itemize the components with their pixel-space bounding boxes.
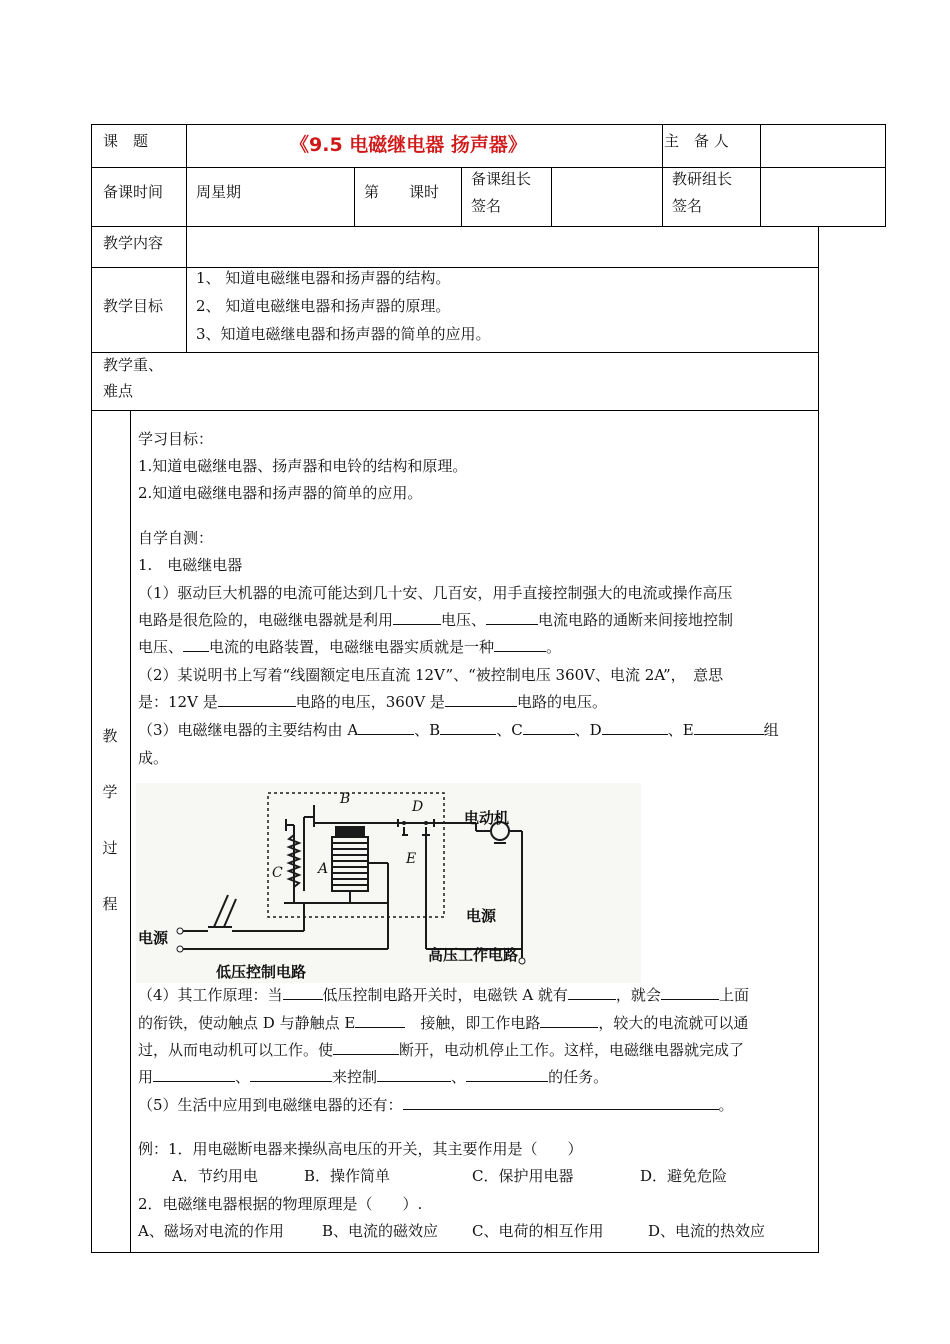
example-question: 例：1．用电磁断电器来操纵高电压的开关，其主要作用是（ ） [138, 1140, 583, 1158]
label-c: C [272, 865, 283, 881]
key-points-label-line1: 教学重、 [103, 356, 164, 374]
subject-label: 课 题 [103, 132, 149, 150]
example-question: 2．电磁继电器根据的物理原理是（ ）. [138, 1195, 423, 1213]
goal-item: 1、 知道电磁继电器和扬声器的结构。 [196, 269, 451, 287]
goals-label: 教学目标 [103, 297, 164, 315]
option: D．避免危险 [640, 1167, 728, 1185]
low-voltage-circuit-label: 低压控制电路 [216, 963, 307, 981]
option: B．操作简单 [304, 1167, 391, 1185]
question-line: 的衔铁，使动触点 D 与静触点 E 接触，即工作电路 ，较大的电流就可以通 [138, 1014, 749, 1032]
preparer-label: 主 备 人 [664, 132, 729, 150]
label-b: B [340, 791, 351, 807]
question-line: （4）其工作原理：当 低压控制电路开关时，电磁铁 A 就有 ，就会 上面 [138, 986, 749, 1004]
process-label [100, 726, 120, 950]
option: D、电流的热效应 [648, 1222, 766, 1240]
content-label: 教学内容 [103, 234, 164, 252]
question-line: （2）某说明书上写着“线圈额定电压直流 12V”、“被控制电压 360V、电流 2A”， 意思 [138, 666, 724, 684]
motor-label: 电动机 [464, 809, 510, 827]
self-test-title: 自学自测： [138, 529, 214, 547]
goal-item: 3、知道电磁继电器和扬声器的简单的应用。 [196, 325, 491, 343]
relay-circuit-diagram [136, 783, 641, 983]
prep-time-label: 备课时间 [103, 183, 164, 201]
option: A、磁场对电流的作用 [138, 1222, 284, 1240]
option: B、电流的磁效应 [322, 1222, 439, 1240]
period-label: 第 课时 [364, 183, 440, 201]
option: C、电荷的相互作用 [472, 1222, 604, 1240]
group-leader-sign-line2: 签名 [471, 197, 502, 215]
power-label-left: 电源 [138, 929, 169, 947]
label-a: A [318, 861, 329, 877]
question-line: （3）电磁继电器的主要结构由 A 、B 、C 、D 、E 组 [138, 721, 779, 739]
process-char: 过 [102, 839, 118, 857]
week-label: 周星期 [196, 183, 242, 201]
process-char: 学 [102, 783, 118, 801]
label-e: E [406, 851, 417, 867]
question-line: 成。 [138, 749, 169, 767]
option: A．节约用电 [172, 1167, 258, 1185]
option: C．保护用电器 [472, 1167, 574, 1185]
question-line: 是：12V 是 电路的电压，360V 是 电路的电压。 [138, 693, 607, 711]
question-line: 电压、 电流的电路装置，电磁继电器实质就是一种 。 [138, 638, 562, 656]
power-label-right: 电源 [466, 907, 497, 925]
question-line: （1）驱动巨大机器的电流可能达到几十安、几百安，用手直接控制强大的电流或操作高压 [138, 584, 733, 602]
section-title: 1. 电磁继电器 [138, 556, 243, 574]
question-line: 用 、 来控制 、 的任务。 [138, 1068, 609, 1086]
group-leader-sign-line1: 备课组长 [471, 170, 532, 188]
learning-goals-title: 学习目标： [138, 430, 214, 448]
goal-item: 2、 知道电磁继电器和扬声器的原理。 [196, 297, 451, 315]
label-d: D [412, 799, 424, 815]
process-char: 教 [102, 727, 118, 745]
page-title: 《9.5 电磁继电器 扬声器》 [290, 134, 527, 156]
research-leader-sign-line2: 签名 [672, 197, 703, 215]
key-points-label-line2: 难点 [103, 382, 134, 400]
question-line: 过，从而电动机可以工作。使 断开，电动机停止工作。这样，电磁继电器就完成了 [138, 1041, 745, 1059]
question-line: 电路是很危险的，电磁继电器就是利用 电压、 电流电路的通断来间接地控制 [138, 611, 734, 629]
learning-goal-item: 1.知道电磁继电器、扬声器和电铃的结构和原理。 [138, 457, 468, 475]
process-char: 程 [102, 895, 118, 913]
question-line: （5）生活中应用到电磁继电器的还有： 。 [138, 1096, 734, 1114]
learning-goal-item: 2.知道电磁继电器和扬声器的简单的应用。 [138, 484, 423, 502]
high-voltage-circuit-label: 高压工作电路 [428, 946, 519, 964]
research-leader-sign-line1: 教研组长 [672, 170, 733, 188]
